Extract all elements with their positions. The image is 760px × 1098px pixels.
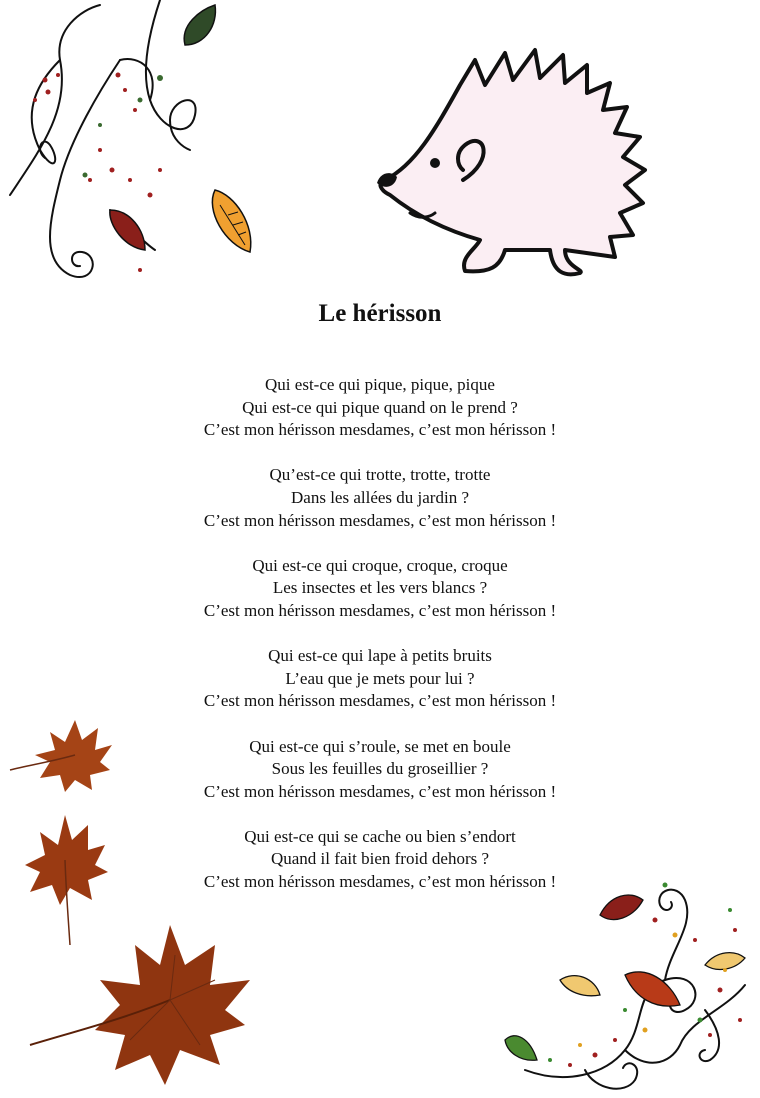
maple-leaf-icon (25, 815, 108, 945)
poem-line: C’est mon hérisson mesdames, c’est mon hérisson ! (203, 691, 557, 711)
poem-line: Qui est-ce qui s’roule, se met en boule (249, 736, 511, 756)
poem-line: C’est mon hérisson mesdames, c’est mon hérisson ! (203, 510, 557, 530)
poem-line: C’est mon hérisson mesdames, c’est mon hérisson ! (203, 600, 557, 620)
leaf-icon (505, 1036, 537, 1061)
stanza (0, 555, 760, 623)
poem-line: Dans les allées du jardin ? (291, 487, 469, 507)
swirl-decoration-bottom-right (495, 870, 760, 1098)
maple-leaf-icon (10, 720, 112, 792)
leaf-icon (625, 972, 680, 1006)
poem-line: Les insectes et les vers blancs ? (272, 578, 488, 598)
poem-line: C’est mon hérisson mesdames, c’est mon hérisson ! (203, 872, 557, 892)
poem-line: C’est mon hérisson mesdames, c’est mon hérisson ! (203, 781, 557, 801)
swirl-decoration-top-left (0, 0, 270, 290)
poem-line: Qui est-ce qui croque, croque, croque (252, 555, 508, 575)
poem-title: Le hérisson (318, 300, 442, 327)
stanza (0, 464, 760, 532)
leaf-icon (600, 895, 643, 920)
leaf-icon (560, 976, 600, 996)
poem-line: Quand il fait bien froid dehors ? (270, 849, 490, 869)
leaf-icon (184, 5, 215, 45)
poem-line: Qui est-ce qui pique, pique, pique (265, 375, 495, 394)
leaf-icon (705, 953, 745, 970)
stanza (0, 374, 760, 442)
poem-line: Qui est-ce qui pique quand on le prend ? (242, 397, 518, 417)
poem-line: Qui est-ce qui lape à petits bruits (268, 646, 492, 666)
poem-line: L’eau que je mets pour lui ? (285, 668, 475, 688)
poem-line: Qu’est-ce qui trotte, trotte, trotte (269, 465, 491, 485)
poem-line: C’est mon hérisson mesdames, c’est mon hérisson ! (203, 420, 557, 440)
poem-line: Qui est-ce qui se cache ou bien s’endort (244, 826, 516, 846)
maple-leaf-icon (30, 925, 250, 1085)
hedgehog-illustration (365, 45, 655, 285)
maple-leaves-decoration (0, 700, 260, 1098)
poem-line: Sous les feuilles du groseillier ? (271, 759, 489, 779)
